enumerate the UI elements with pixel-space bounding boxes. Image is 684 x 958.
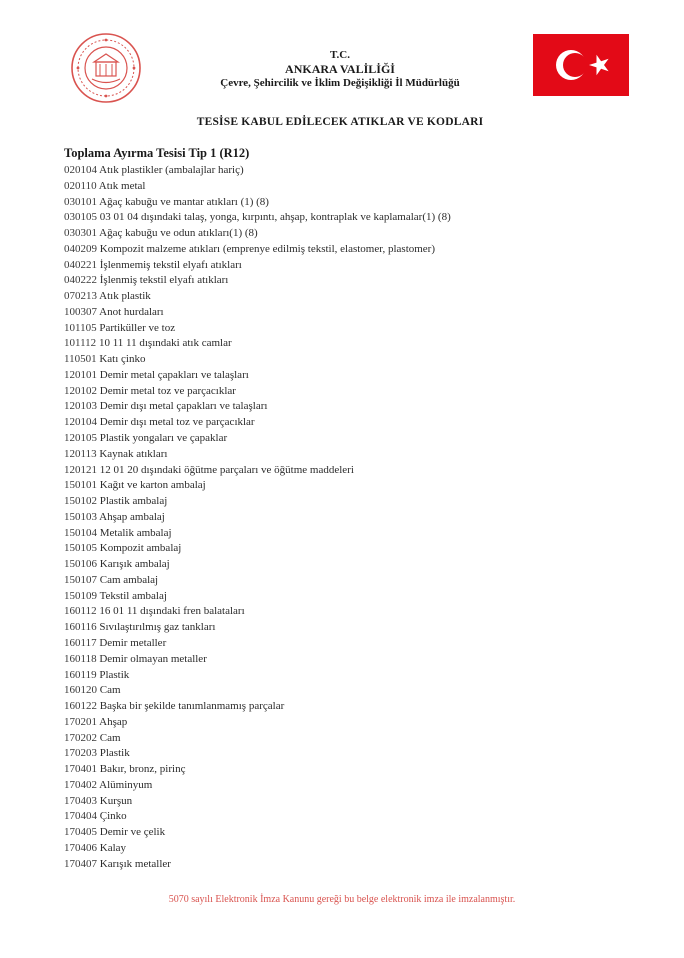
waste-code: 160120 bbox=[64, 684, 97, 697]
waste-description: Kompozit malzeme atıkları (emprenye edilmiş tekstil, elastomer, plastomer) bbox=[99, 242, 436, 255]
list-item bbox=[64, 794, 624, 810]
header-line-tc: T.C. bbox=[330, 49, 350, 61]
list-item bbox=[64, 762, 624, 778]
waste-description: Çinko bbox=[99, 810, 127, 823]
waste-description: Demir metaller bbox=[99, 636, 167, 649]
header-line-directorate: Çevre, Şehircilik ve İklim Değişikliği İl Müdürlüğü bbox=[220, 77, 460, 89]
list-item bbox=[64, 731, 624, 747]
waste-code: 101112 bbox=[64, 337, 97, 350]
waste-description: Demir metal toz ve parçacıklar bbox=[99, 384, 236, 397]
waste-description: Partiküller ve toz bbox=[99, 321, 176, 334]
list-item bbox=[64, 289, 624, 305]
waste-code: 150106 bbox=[64, 558, 97, 571]
header-line-governorship: ANKARA VALİLİĞİ bbox=[285, 62, 395, 76]
waste-code: 160116 bbox=[64, 621, 97, 634]
list-item bbox=[64, 604, 624, 620]
waste-description: Kağıt ve karton ambalaj bbox=[99, 479, 206, 492]
list-item bbox=[64, 384, 624, 400]
waste-description: Anot hurdaları bbox=[99, 305, 164, 318]
waste-description: Atık metal bbox=[98, 179, 146, 192]
list-item bbox=[64, 321, 624, 337]
turkish-flag-icon bbox=[533, 34, 629, 96]
waste-description: İşlenmiş tekstil elyafı atıkları bbox=[99, 274, 229, 287]
list-item bbox=[64, 336, 624, 352]
list-item bbox=[64, 683, 624, 699]
waste-code: 150102 bbox=[64, 495, 97, 508]
waste-code: 120101 bbox=[64, 368, 97, 381]
list-item bbox=[64, 478, 624, 494]
waste-description: Cam bbox=[99, 731, 121, 744]
e-signature-footer: 5070 sayılı Elektronik İmza Kanunu gereği bu belge elektronik imza ile imzalanmıştır. bbox=[168, 894, 516, 905]
waste-description: Metalik ambalaj bbox=[99, 526, 172, 539]
list-item bbox=[64, 652, 624, 668]
waste-code: 160119 bbox=[64, 668, 97, 681]
list-item bbox=[64, 699, 624, 715]
list-item bbox=[64, 778, 624, 794]
waste-code: 170405 bbox=[64, 826, 97, 839]
waste-description: Plastik bbox=[99, 747, 130, 760]
waste-code: 170407 bbox=[64, 857, 97, 870]
waste-description: Cam bbox=[99, 684, 121, 697]
ministry-seal-icon bbox=[70, 32, 142, 104]
waste-code: 170201 bbox=[64, 715, 97, 728]
waste-description: Demir metal çapakları ve talaşları bbox=[99, 368, 249, 381]
list-item bbox=[64, 841, 624, 857]
waste-code: 170403 bbox=[64, 794, 97, 807]
waste-description: Kalay bbox=[99, 841, 127, 854]
waste-description: Karışık ambalaj bbox=[99, 558, 170, 571]
list-item bbox=[64, 431, 624, 447]
list-item bbox=[64, 179, 624, 195]
waste-code: 150107 bbox=[64, 573, 97, 586]
list-item bbox=[64, 825, 624, 841]
waste-code: 110501 bbox=[64, 353, 97, 366]
waste-code: 100307 bbox=[64, 305, 97, 318]
waste-code: 040222 bbox=[64, 274, 97, 287]
waste-description: 03 01 04 dışındaki talaş, yonga, kırpıntı, ahşap, kontraplak ve kaplamalar(1) (8) bbox=[99, 211, 451, 224]
waste-code: 170401 bbox=[64, 763, 97, 776]
waste-code: 170202 bbox=[64, 731, 97, 744]
waste-description: Demir dışı metal çapakları ve talaşları bbox=[99, 400, 268, 413]
waste-description: Sıvılaştırılmış gaz tankları bbox=[99, 621, 216, 634]
list-item bbox=[64, 620, 624, 636]
waste-description: Plastik yongaları ve çapaklar bbox=[99, 432, 228, 445]
list-item bbox=[64, 242, 624, 258]
waste-code: 170402 bbox=[64, 778, 97, 791]
list-item bbox=[64, 305, 624, 321]
waste-description: Demir ve çelik bbox=[99, 826, 166, 839]
list-item bbox=[64, 573, 624, 589]
waste-code: 150103 bbox=[64, 510, 97, 523]
waste-code: 020110 bbox=[64, 179, 97, 192]
list-item bbox=[64, 668, 624, 684]
waste-description: Kompozit ambalaj bbox=[99, 542, 182, 555]
waste-code: 120113 bbox=[64, 447, 97, 460]
waste-description: Ahşap bbox=[99, 715, 128, 728]
list-item bbox=[64, 589, 624, 605]
waste-code: 040221 bbox=[64, 258, 97, 271]
waste-code: 150101 bbox=[64, 479, 97, 492]
document-title: TESİSE KABUL EDİLECEK ATIKLAR VE KODLARI bbox=[196, 116, 484, 128]
waste-code: 120105 bbox=[64, 432, 97, 445]
waste-code: 170203 bbox=[64, 747, 97, 760]
waste-code: 030301 bbox=[64, 227, 97, 240]
waste-description: Cam ambalaj bbox=[99, 573, 159, 586]
waste-description: 12 01 20 dışındaki öğütme parçaları ve öğütme maddeleri bbox=[99, 463, 354, 476]
waste-code: 040209 bbox=[64, 242, 97, 255]
list-item bbox=[64, 415, 624, 431]
waste-description: Demir dışı metal toz ve parçacıklar bbox=[99, 416, 255, 429]
document-header bbox=[150, 48, 530, 90]
section-title: Toplama Ayırma Tesisi Tip 1 (R12) bbox=[64, 146, 250, 160]
waste-code-list bbox=[64, 163, 624, 872]
waste-description: Bakır, bronz, pirinç bbox=[99, 763, 186, 776]
waste-description: Atık plastik bbox=[99, 290, 151, 303]
waste-code: 101105 bbox=[64, 321, 97, 334]
waste-code: 150109 bbox=[64, 589, 97, 602]
waste-code: 160118 bbox=[64, 652, 97, 665]
waste-description: Başka bir şekilde tanımlanmamış parçalar bbox=[99, 700, 285, 713]
waste-code: 030101 bbox=[64, 195, 97, 208]
waste-code: 170406 bbox=[64, 841, 97, 854]
waste-code: 120103 bbox=[64, 400, 97, 413]
waste-code: 030105 bbox=[64, 211, 97, 224]
waste-description: Atık plastikler (ambalajlar hariç) bbox=[99, 164, 244, 176]
list-item bbox=[64, 352, 624, 368]
list-item bbox=[64, 636, 624, 652]
list-item bbox=[64, 526, 624, 542]
waste-description: Ağaç kabuğu ve mantar atıkları (1) (8) bbox=[99, 195, 269, 208]
waste-description: Plastik ambalaj bbox=[99, 495, 168, 508]
list-item bbox=[64, 226, 624, 242]
waste-description: Katı çinko bbox=[99, 353, 146, 366]
waste-code: 160117 bbox=[64, 636, 97, 649]
waste-code: 120104 bbox=[64, 416, 97, 429]
list-item bbox=[64, 210, 624, 226]
list-item bbox=[64, 273, 624, 289]
list-item bbox=[64, 494, 624, 510]
waste-code: 150105 bbox=[64, 542, 97, 555]
waste-code: 160122 bbox=[64, 700, 97, 713]
list-item bbox=[64, 541, 624, 557]
waste-description: Plastik bbox=[99, 668, 130, 681]
waste-description: Alüminyum bbox=[99, 778, 153, 791]
list-item bbox=[64, 447, 624, 463]
list-item bbox=[64, 399, 624, 415]
waste-code: 070213 bbox=[64, 290, 97, 303]
waste-description: 16 01 11 dışındaki fren balataları bbox=[99, 605, 245, 618]
waste-code: 020104 bbox=[64, 164, 97, 176]
list-item bbox=[64, 715, 624, 731]
list-item bbox=[64, 510, 624, 526]
waste-description: Kaynak atıkları bbox=[99, 447, 168, 460]
list-item bbox=[64, 857, 624, 873]
list-item bbox=[64, 195, 624, 211]
waste-description: İşlenmemiş tekstil elyafı atıkları bbox=[99, 258, 242, 271]
waste-description: Ağaç kabuğu ve odun atıkları(1) (8) bbox=[99, 227, 258, 240]
waste-code: 120121 bbox=[64, 463, 97, 476]
list-item bbox=[64, 163, 624, 179]
waste-description: Kurşun bbox=[99, 794, 133, 807]
waste-code: 150104 bbox=[64, 526, 97, 539]
list-item bbox=[64, 368, 624, 384]
waste-code: 160112 bbox=[64, 605, 97, 618]
list-item bbox=[64, 258, 624, 274]
waste-description: Ahşap ambalaj bbox=[99, 510, 165, 523]
waste-description: Demir olmayan metaller bbox=[99, 652, 207, 665]
list-item bbox=[64, 557, 624, 573]
waste-code: 120102 bbox=[64, 384, 97, 397]
waste-description: 10 11 11 dışındaki atık camlar bbox=[98, 337, 232, 350]
list-item bbox=[64, 463, 624, 479]
waste-code: 170404 bbox=[64, 810, 97, 823]
list-item bbox=[64, 746, 624, 762]
waste-description: Karışık metaller bbox=[99, 857, 171, 870]
waste-description: Tekstil ambalaj bbox=[99, 589, 167, 602]
list-item bbox=[64, 809, 624, 825]
